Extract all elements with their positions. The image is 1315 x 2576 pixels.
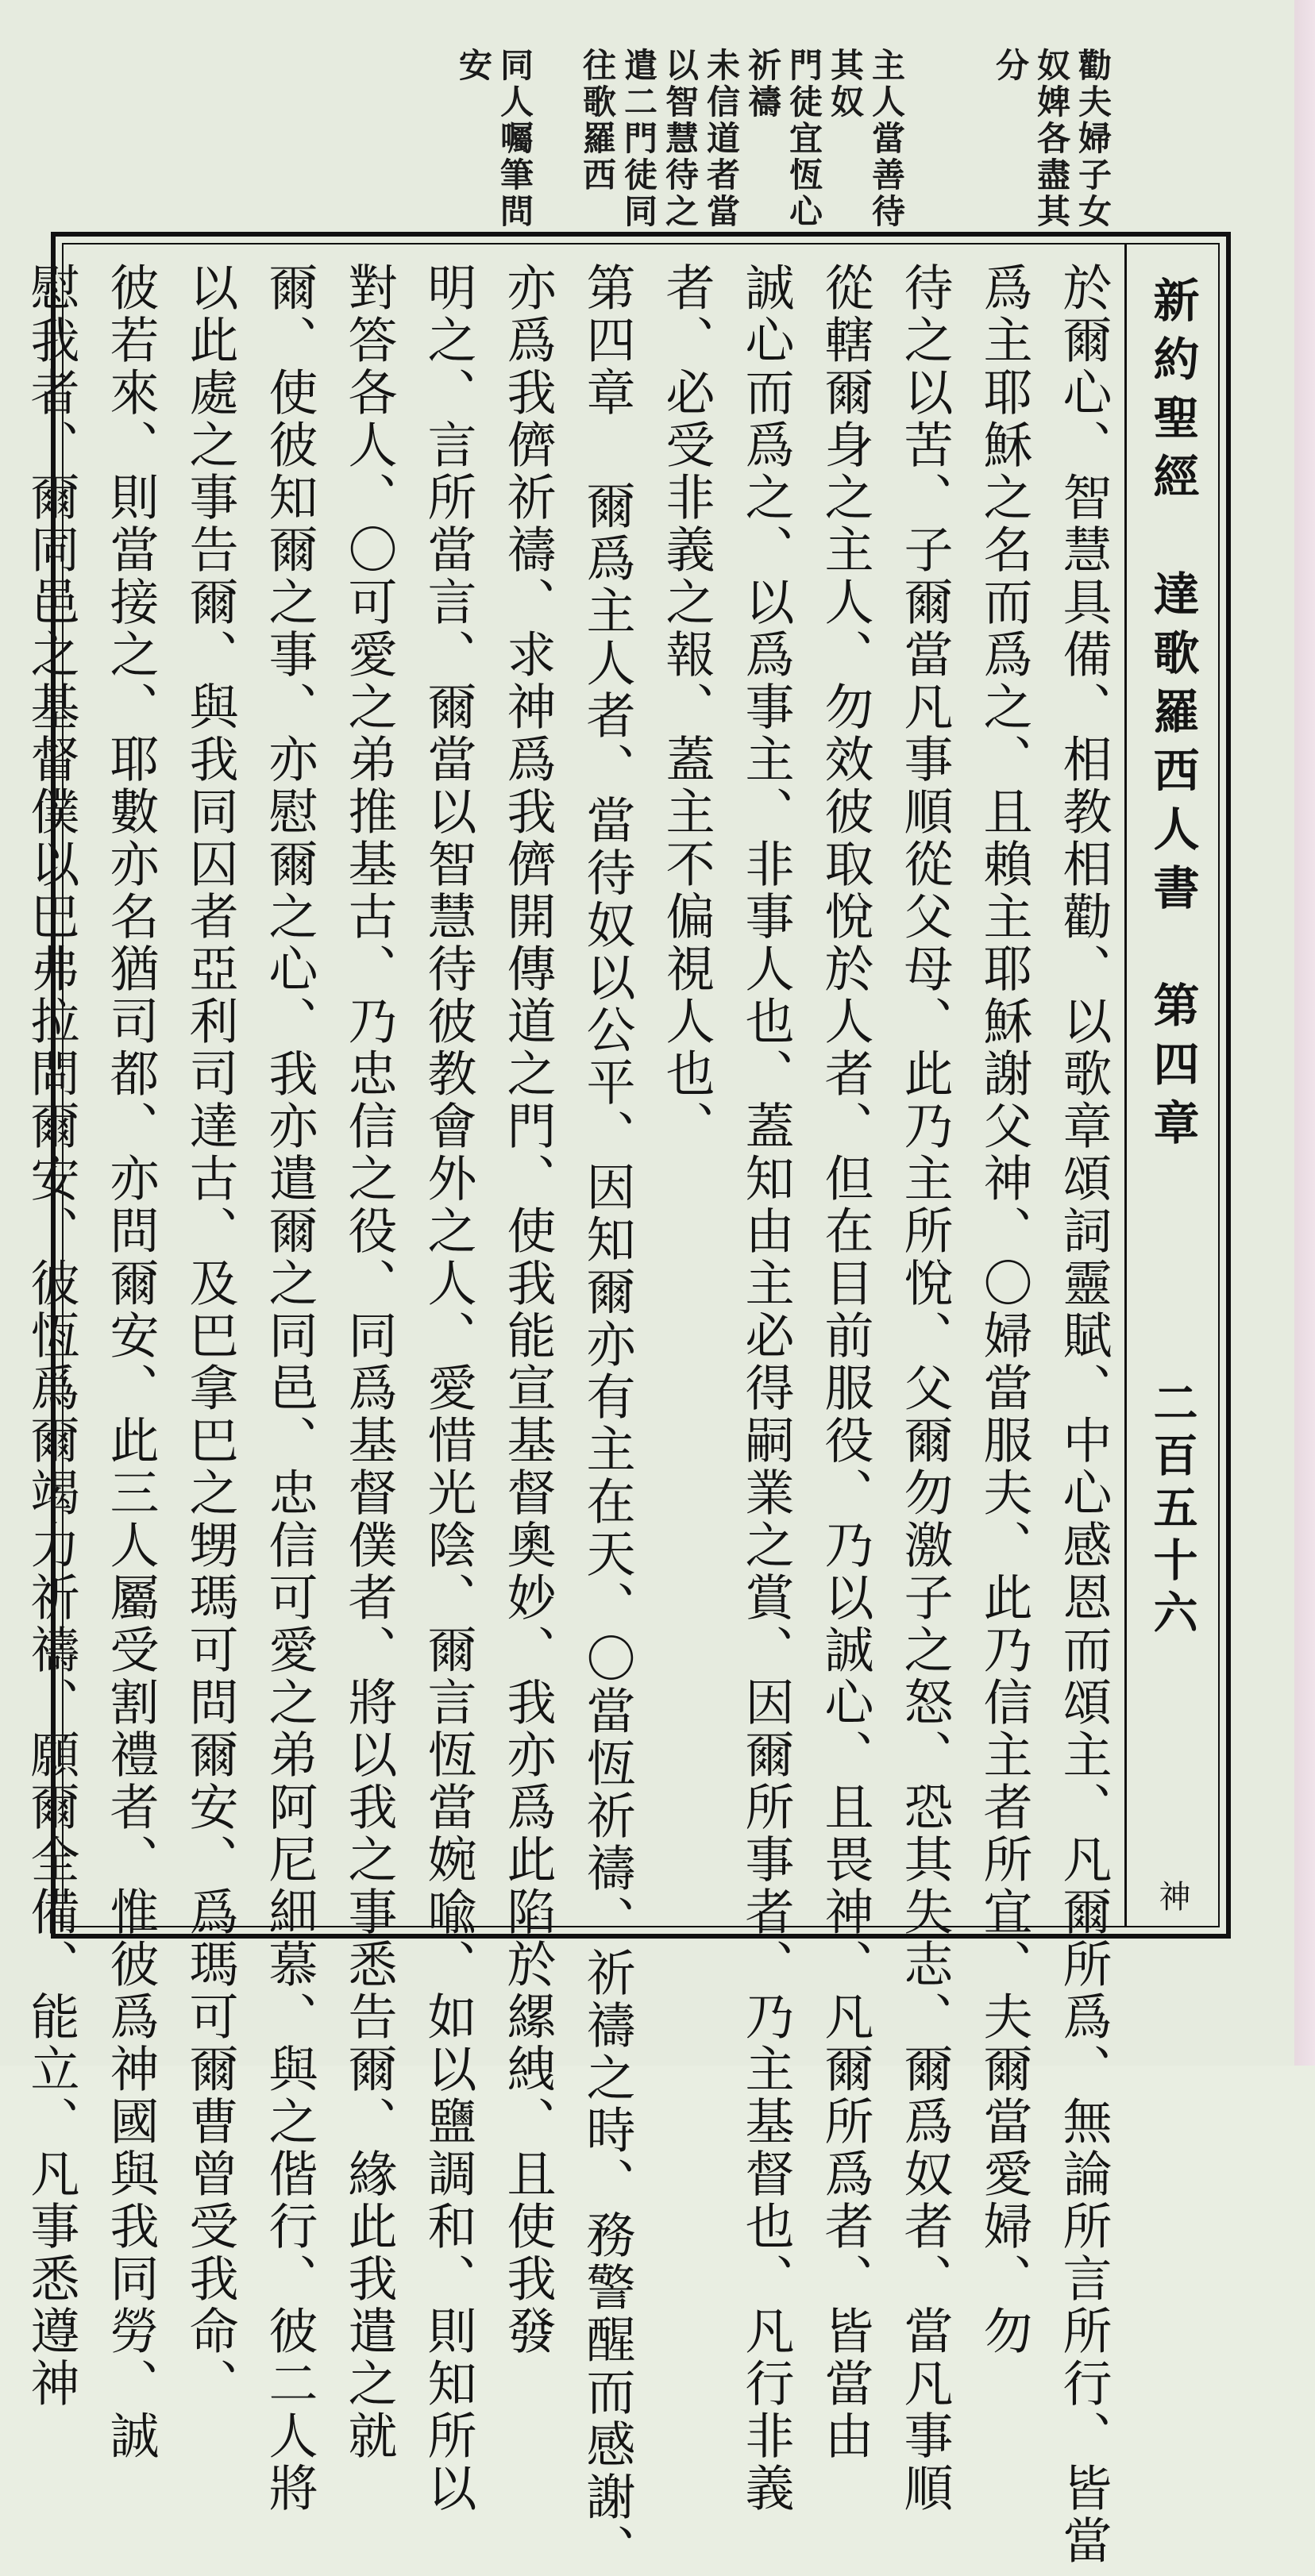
text-column: 爾、使彼知爾之事、亦慰爾之心、我亦遣爾之同邑、忠信可愛之弟阿尼細慕、與之偕行、彼二人將 (260, 262, 318, 2515)
text-column: 待之以苦、子爾當凡事順從父母、此乃主所悅、父爾勿激子之怒、恐其失志、爾爲奴者、當凡事順 (896, 262, 954, 2515)
margin-note: 遣二門徒同 (619, 48, 658, 230)
bleed-through-text (950, 48, 988, 230)
page-edge (1294, 0, 1315, 2066)
margin-note: 未信道者當 (702, 48, 741, 230)
text-column: 從轄爾身之主人、勿效彼取悅於人者、但在目前服役、乃以誠心、且畏神、凡爾所爲者、皆當由 (816, 262, 874, 2462)
text-column: 彼若來、則當接之、耶數亦名猶司都、亦問爾安、此三人屬受割禮者、惟彼爲神國與我同勞、誠 (102, 262, 160, 2462)
header-column (1124, 245, 1218, 1926)
text-column: 對答各人、〇可愛之弟推基古、乃忠信之役、同爲基督僕者、將以我之事悉告爾、緣此我遣之就 (340, 262, 398, 2462)
margin-note: 往歌羅西 (578, 48, 617, 194)
margin-note: 其奴 (826, 48, 865, 121)
margin-note: 門徒宜恆心 (785, 48, 823, 230)
body-text (22, 245, 1123, 2576)
thumb-index: 神 (1154, 1880, 1190, 1912)
bleed-through-text (908, 48, 947, 230)
text-column (0, 245, 11, 1926)
running-head: 新約聖經 達歌羅西人書 第四章 (1145, 276, 1200, 1157)
margin-note: 以智慧待之 (661, 48, 700, 230)
margin-note: 安 (454, 48, 493, 84)
chapter-start-column: 第四章 爾爲主人者、當待奴以公平、因知爾亦有主在天、〇當恆祈禱、祈禱之時、務警醒而感謝、 (578, 262, 636, 2576)
margin-note: 同人囑筆問 (496, 48, 534, 230)
margin-note: 分 (991, 48, 1030, 84)
text-column: 亦爲我儕祈禱、求神爲我儕開傳道之門、使我能宣基督奧妙、我亦爲此陷於縲絏、且使我發 (499, 262, 557, 2358)
text-column: 爲主耶穌之名而爲之、且賴主耶穌謝父神、〇婦當服夫、此乃信主者所宜、夫爾當愛婦、勿 (975, 262, 1033, 2358)
margin-note: 奴婢各盡其 (1032, 48, 1071, 230)
bleed-through-text (537, 48, 575, 230)
margin-note: 勸夫婦子女 (1074, 48, 1113, 230)
text-column: 明之、言所當言、爾當以智慧待彼教會外之人、愛惜光陰、爾言恆當婉喩、如以鹽調和、則知所以 (419, 262, 477, 2515)
text-column: 慰我者、爾同邑之基督僕以巴弗拉問爾安、彼恆爲爾竭力祈禱、願爾全備、能立、凡事悉遵神 (22, 262, 80, 2410)
text-column: 者、必受非義之報、蓋主不偏視人也、 (658, 262, 715, 1153)
margin-notes (119, 48, 1112, 230)
margin-note: 祈禱 (743, 48, 782, 121)
margin-note: 主人當善待 (867, 48, 906, 230)
text-frame (22, 232, 1231, 2576)
text-column: 誠心而爲之、以爲事主、非事人也、蓋知由主必得嗣業之賞、因爾所事者、乃主基督也、凡行非義 (737, 262, 795, 2515)
inner-border (22, 243, 1220, 2576)
text-column: 以此處之事告爾、與我同囚者亞利司達古、及巴拿巴之甥瑪可問爾安、爲瑪可爾曹曾受我命、 (181, 262, 239, 2410)
text-column: 於爾心、智慧具備、相教相勸、以歌章頌詞靈賦、中心感恩而頌主、凡爾所爲、無論所言所行、皆當 (1055, 262, 1113, 2567)
page-number: 二百五十六 (1146, 1380, 1199, 1642)
